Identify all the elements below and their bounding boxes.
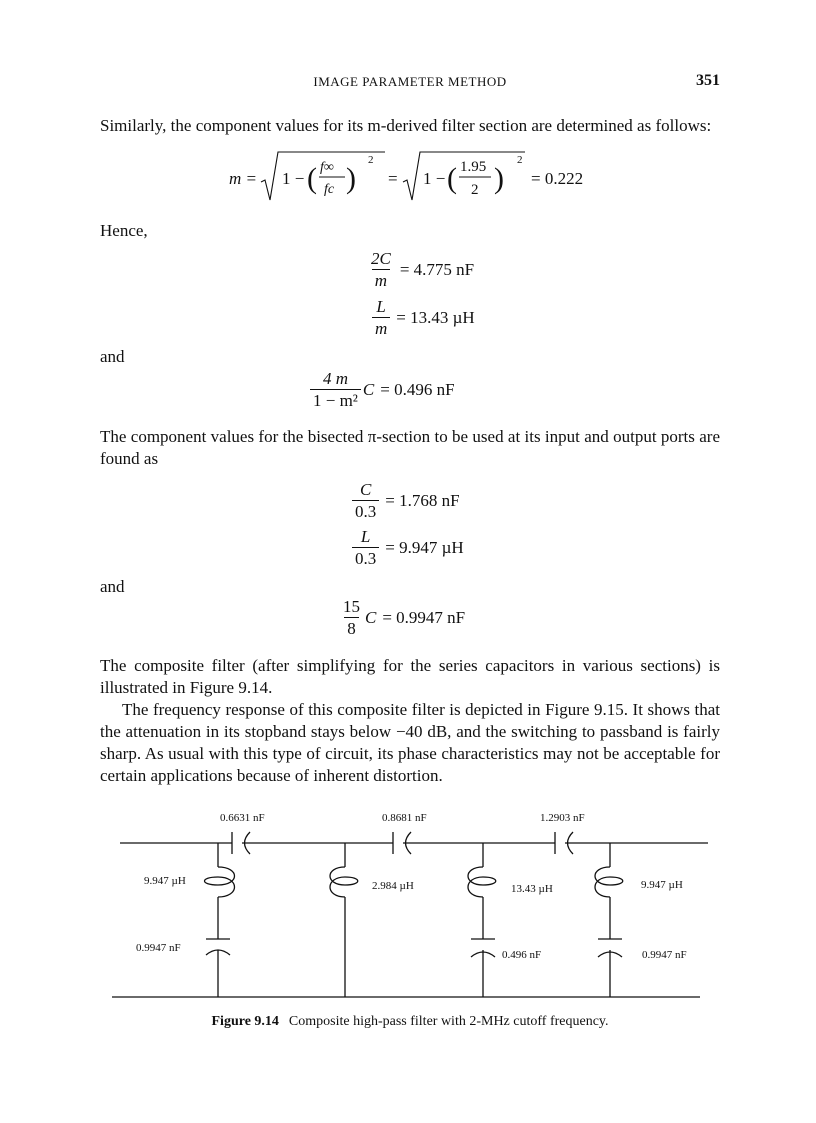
inductor-2-coil [330,867,358,897]
paren-right-2: ) [494,162,504,195]
shunt-capacitor-1-label: 0.9947 nF [136,942,181,954]
figure-caption-text: Composite high-pass filter with 2-MHz cutoff frequency. [288,1014,609,1029]
series-capacitor-1-label: 0.6631 nF [220,812,265,824]
circuit-figure [100,805,720,1010]
fraction [310,370,361,409]
equation-value: = 4.775 nF [399,259,475,279]
text-and-2: and [100,577,125,596]
shunt-capacitor-3-label: 0.9947 nF [642,949,687,961]
fraction-denominator: m [372,317,390,337]
eq-one-minus-2: 1 − [423,169,446,188]
figure-caption [100,1014,720,1030]
fraction-denominator: 8 [344,617,359,637]
paragraph-frequency-response: The frequency response of this composite filter is depicted in Figure 9.15. It shows that the attenuation in its stopband stays below −40 dB, and the switching to passband is fairly sharp. As usual with this type of circuit, its phase characteristics may not be acceptable for certain applications because of inherent distortion. [100,700,720,785]
series-capacitor-3-label: 1.2903 nF [540,812,585,824]
eq-equals-mid: = [388,169,398,188]
fraction-numerator: 4 m [322,369,348,388]
inductor-1-coil [205,867,235,897]
equation-value: = 1.768 nF [385,490,460,510]
page-number: 351 [696,72,720,89]
equation-value: = 0.9947 nF [382,607,466,627]
eq-num-val: 1.95 [460,159,487,175]
equation-value: = 13.43 µH [396,307,475,327]
equation-m-graphic [225,148,625,208]
equation-l-over-m [372,298,475,337]
equation-l-over-03 [352,528,464,567]
running-head: IMAGE PARAMETER METHOD [313,74,507,89]
inductor-1-label: 9.947 µH [144,875,186,887]
fraction-numerator: C [359,480,372,499]
circuit-diagram [100,805,720,1010]
inductor-4-label: 9.947 µH [641,879,683,891]
fraction-numerator: L [376,297,386,316]
eq-f-inf: f∞ [320,160,334,175]
fraction [368,250,394,289]
fraction-numerator: L [360,527,371,546]
paren-right-1: ) [346,162,356,195]
paragraph-composite: The composite filter (after simplifying for the series capacitors in various sections) is illustrated in Figure 9.14. [100,656,720,697]
equation-value: = 9.947 µH [385,537,464,557]
inductor-2-label: 2.984 µH [372,880,414,892]
eq-exp-1: 2 [368,154,374,166]
equation-15-8-c [340,598,465,637]
equation-2c-over-m [368,250,474,289]
figure-label: Figure 9.14 [211,1014,279,1029]
inductor-3-coil [468,867,496,897]
text-and-1: and [100,347,125,366]
inductor-3-label: 13.43 µH [511,883,553,895]
fraction-denominator: m [372,269,390,289]
text-hence: Hence, [100,221,148,240]
fraction [340,598,363,637]
equation-value: = 0.496 nF [380,379,455,399]
eq-m-lhs: m = [229,169,257,188]
eq-den-val: 2 [471,182,479,198]
fraction-denominator: 0.3 [352,500,379,520]
shunt-capacitor-2-label: 0.496 nF [502,949,542,961]
fraction [352,528,379,567]
paren-left-2: ( [447,162,457,195]
fraction [352,481,379,520]
inductor-4-coil [595,867,623,897]
paragraph-bisected: The component values for the bisected π-section to be used at its input and output ports are found as [100,427,720,468]
paren-left-1: ( [307,162,317,195]
equation-m [225,148,625,208]
fraction [372,298,390,337]
eq-one-minus-1: 1 − [282,169,305,188]
eq-m-result: = 0.222 [531,169,584,188]
eq-exp-2: 2 [517,154,523,166]
eq-f-c: fc [324,182,335,197]
equation-4m-c [310,370,455,409]
fraction-denominator: 1 − m² [310,389,361,409]
paragraph-intro: Similarly, the component values for its m-derived filter section are determined as follows: [100,116,712,135]
fraction-numerator: 15 [343,597,360,616]
series-capacitor-2-label: 0.8681 nF [382,812,427,824]
equation-c-over-03 [352,481,460,520]
equation-symbol-c: C [362,379,375,399]
page-header [100,72,720,92]
fraction-numerator: 2C [371,249,391,268]
fraction-denominator: 0.3 [352,547,379,567]
equation-symbol-c: C [365,607,377,627]
